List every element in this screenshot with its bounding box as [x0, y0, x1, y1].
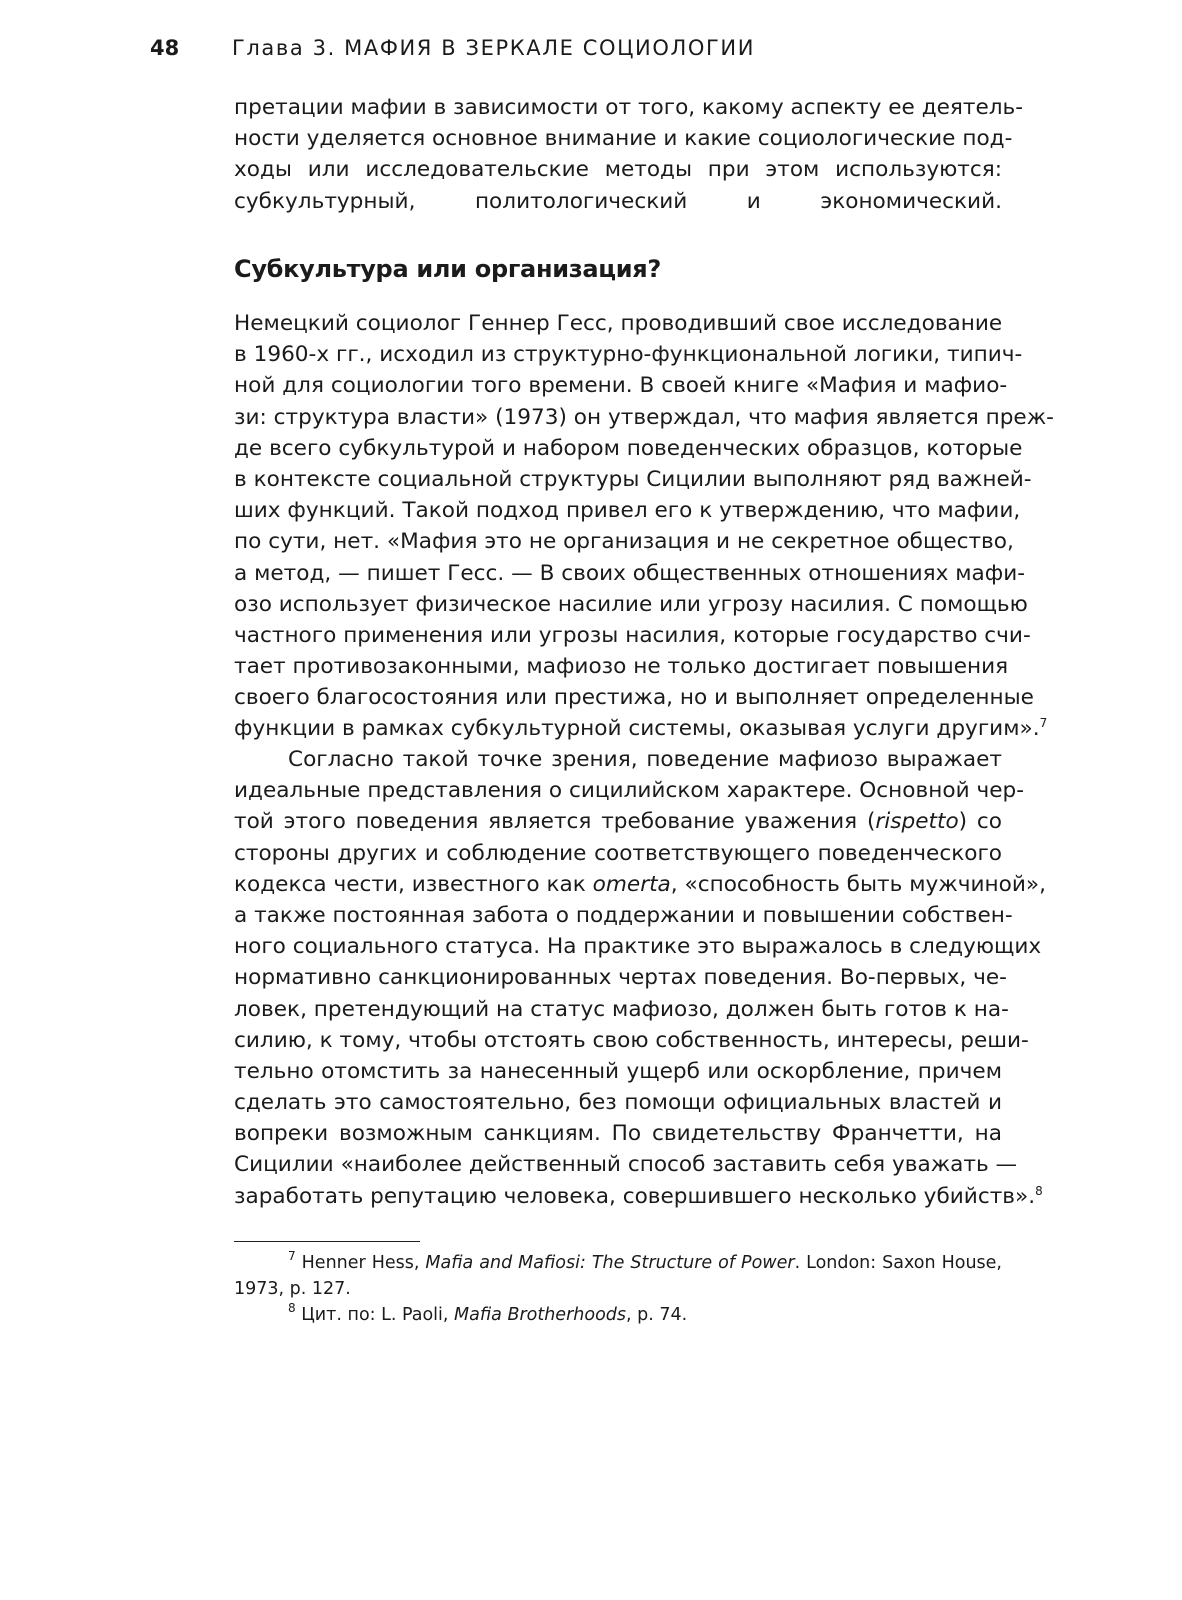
text-line: ходы или исследовательские методы при этом используются:	[234, 157, 1002, 183]
text-line: ности уделяется основное внимание и какие социологические под-	[234, 126, 1013, 152]
text-line: де всего субкультурой и набором поведенческих образцов, которые	[234, 435, 1023, 461]
intro-paragraph	[234, 92, 1024, 217]
text-line-rispetto: той этого поведения является требование уважения (rispetto) со	[234, 809, 1002, 835]
text-line: тает противозаконными, мафиозо не только достигает повышения	[234, 654, 1009, 680]
footnote-number: 8	[288, 1301, 296, 1315]
text-line: зи: структура власти» (1973) он утверждал, что мафия является преж-	[234, 404, 1054, 430]
text-line: по сути, нет. «Мафия это не организация и не секретное общество,	[234, 529, 1014, 555]
text-line: субкультурный, политологический и экономический.	[234, 188, 1002, 214]
text-line-with-footnote	[234, 713, 1048, 744]
text-line: тельно отомстить за нанесенный ущерб или оскорбление, причем	[234, 1058, 1002, 1084]
text-line: идеальные представления о сицилийском характере. Основной чер-	[234, 778, 1025, 804]
text-line: озо использует физическое насилие или угрозу насилия. С помощью	[234, 591, 1028, 617]
book-title: Mafia Brotherhoods	[454, 1305, 626, 1325]
footnote-marker[interactable]: 7	[1039, 716, 1048, 731]
italic-term-rispetto: rispetto	[875, 809, 959, 835]
text-line: Согласно такой точке зрения, поведение мафиозо выражает	[288, 747, 1002, 772]
paragraph-behavior	[234, 744, 1046, 1212]
text-line: ной для социологии того времени. В своей книге «Мафия и мафио-	[234, 373, 1008, 399]
text-line: силию, к тому, чтобы отстоять свою собственность, интересы, реши-	[234, 1027, 1029, 1053]
text-line: претации мафии в зависимости от того, какому аспекту ее деятель-	[234, 95, 1024, 120]
text-line: в контексте социальной структуры Сицилии выполняют ряд важней-	[234, 466, 1032, 492]
text-line: в 1960-х гг., исходил из структурно-функциональной логики, типич-	[234, 342, 1023, 368]
footnote-divider	[234, 1241, 420, 1242]
footnote-number: 7	[288, 1249, 296, 1263]
text-line: заработать репутацию человека, совершившего несколько убийств».	[234, 1183, 1036, 1209]
text-line: Сицилии «наиболее действенный способ заставить себя уважать —	[234, 1152, 1018, 1178]
paragraph-hess	[234, 308, 1054, 745]
text-line: своего благосостояния или престижа, но и выполняет определенные	[234, 685, 1034, 711]
text-line-with-footnote	[234, 1181, 1043, 1212]
text-line: сделать это самостоятельно, без помощи официальных властей и	[234, 1090, 1002, 1116]
text-line: ного социального статуса. На практике это выражалось в следующих	[234, 934, 1042, 960]
page-number: 48	[150, 36, 180, 60]
footnote-8: $^8$ Цит. по: L. Paoli, Mafia Brotherhoods, p. 74.	[288, 1301, 688, 1325]
text-line: Немецкий социолог Геннер Гесс, проводивший свое исследование	[234, 311, 1003, 336]
running-head	[150, 34, 1010, 62]
italic-term-omerta: omerta	[592, 871, 671, 897]
text-line: частного применения или угрозы насилия, которые государство счи-	[234, 622, 1031, 648]
footnotes	[234, 1250, 1002, 1328]
text-line: ловек, претендующий на статус мафиозо, должен быть готов к на-	[234, 996, 1009, 1022]
footnote-7: $^7$ Henner Hess, Mafia and Mafiosi: The Structure of Power. London: Saxon House,	[288, 1249, 1002, 1273]
book-title: Mafia and Mafiosi: The Structure of Power	[425, 1253, 795, 1273]
section-heading: Субкультура или организация?	[234, 255, 662, 283]
footnote-7-continued: 1973, p. 127.	[234, 1279, 351, 1299]
text-line: вопреки возможным санкциям. По свидетельству Франчетти, на	[234, 1121, 1002, 1147]
text-line: функции в рамках субкультурной системы, оказывая услуги другим».	[234, 716, 1040, 742]
text-line: ших функций. Такой подход привел его к утверждению, что мафии,	[234, 498, 1021, 524]
text-line: а также постоянная забота о поддержании и повышении собствен-	[234, 902, 1013, 928]
text-line: стороны других и соблюдение соответствующего поведенческого	[234, 840, 1002, 866]
text-line: нормативно санкционированных чертах поведения. Во-первых, че-	[234, 965, 1007, 991]
chapter-title: Глава 3. МАФИЯ В ЗЕРКАЛЕ СОЦИОЛОГИИ	[232, 36, 756, 60]
text-line: а метод, — пишет Гесс. — В своих общественных отношениях мафи-	[234, 560, 1026, 586]
text-line-omerta: кодекса чести, известного как omerta, «способность быть мужчиной»,	[234, 871, 1046, 897]
footnote-marker[interactable]: 8	[1035, 1183, 1043, 1198]
